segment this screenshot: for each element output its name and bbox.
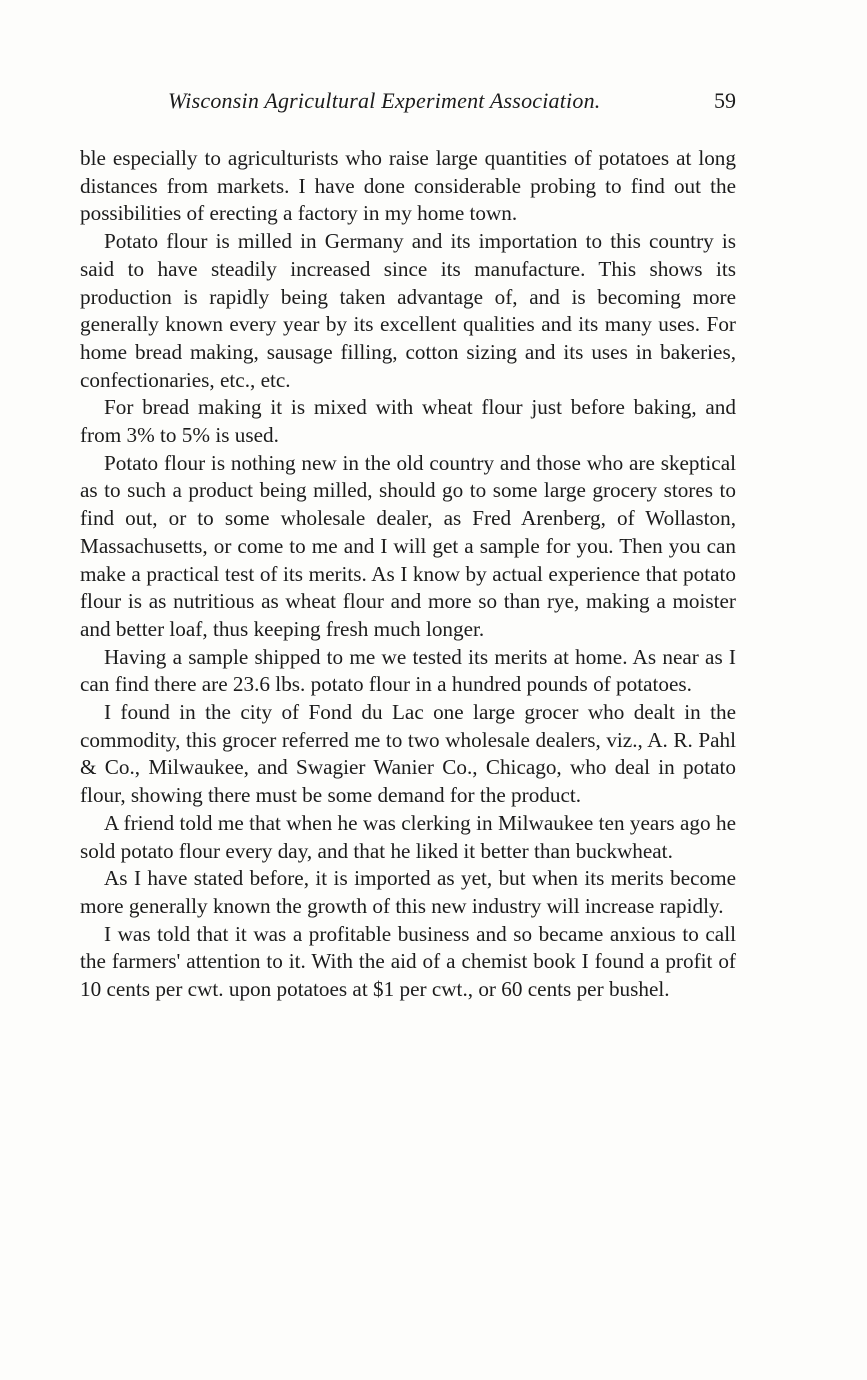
paragraph-imported: As I have stated before, it is imported as yet, but when its merits become more generally known the growth of this new industry will increase rapidly.	[80, 866, 736, 918]
paragraph-old-country: Potato flour is nothing new in the old country and those who are skeptical as to such a product being milled, should go to some large grocery stores to find out, or to some wholesale dealer, as Fred Arenberg, of Wollaston, Massachusetts, or come to me and I will get a sample for you. Then you can make a practical test of its merits. As I know by actual experience that potato flour is as nutritious as wheat flour and more so than rye, making a moister and better loaf, thus keeping fresh much longer.	[80, 450, 736, 641]
paragraph-potato-flour-germany: Potato flour is milled in Germany and its importation to this country is said to have steadily increased since its manufacture. This shows its production is rapidly being taken advantage of, and is becoming more generally known every year by its excellent qualities and its many uses. For home bread making, sausage filling, cotton sizing and its uses in bakeries, confectionaries, etc., etc.	[80, 229, 736, 392]
page-number: 59	[714, 88, 736, 113]
running-title: Wisconsin Agricultural Experiment Association.	[168, 88, 601, 113]
paragraph-fond-du-lac: I found in the city of Fond du Lac one large grocer who dealt in the commodity, this grocer referred me to two wholesale dealers, viz., A. R. Pahl & Co., Milwaukee, and Swagier Wanier Co., Chicago, who deal in potato flour, showing there must be some demand for the product.	[80, 700, 736, 808]
paragraph-sample-test: Having a sample shipped to me we tested its merits at home. As near as I can find there are 23.6 lbs. potato flour in a hundred pounds of potatoes.	[80, 644, 736, 697]
running-head	[80, 88, 736, 122]
paragraph-profit: I was told that it was a profitable business and so became anxious to call the farmers' attention to it. With the aid of a chemist book I found a profit of 10 cents per cwt. upon potatoes at $1 per cwt., or 60 cents per bushel.	[80, 921, 736, 1002]
paragraph-friend-milwaukee: A friend told me that when he was clerking in Milwaukee ten years ago he sold potato flour every day, and that he liked it better than buckwheat.	[80, 810, 736, 863]
paragraph-bread-making: For bread making it is mixed with wheat flour just before baking, and from 3% to 5% is used.	[80, 395, 736, 448]
body-text	[80, 145, 736, 1004]
paragraph-continued: ble especially to agriculturists who raise large quantities of potatoes at long distances from markets. I have done considerable probing to find out the possibilities of erecting a factory in my home town.	[80, 146, 736, 226]
